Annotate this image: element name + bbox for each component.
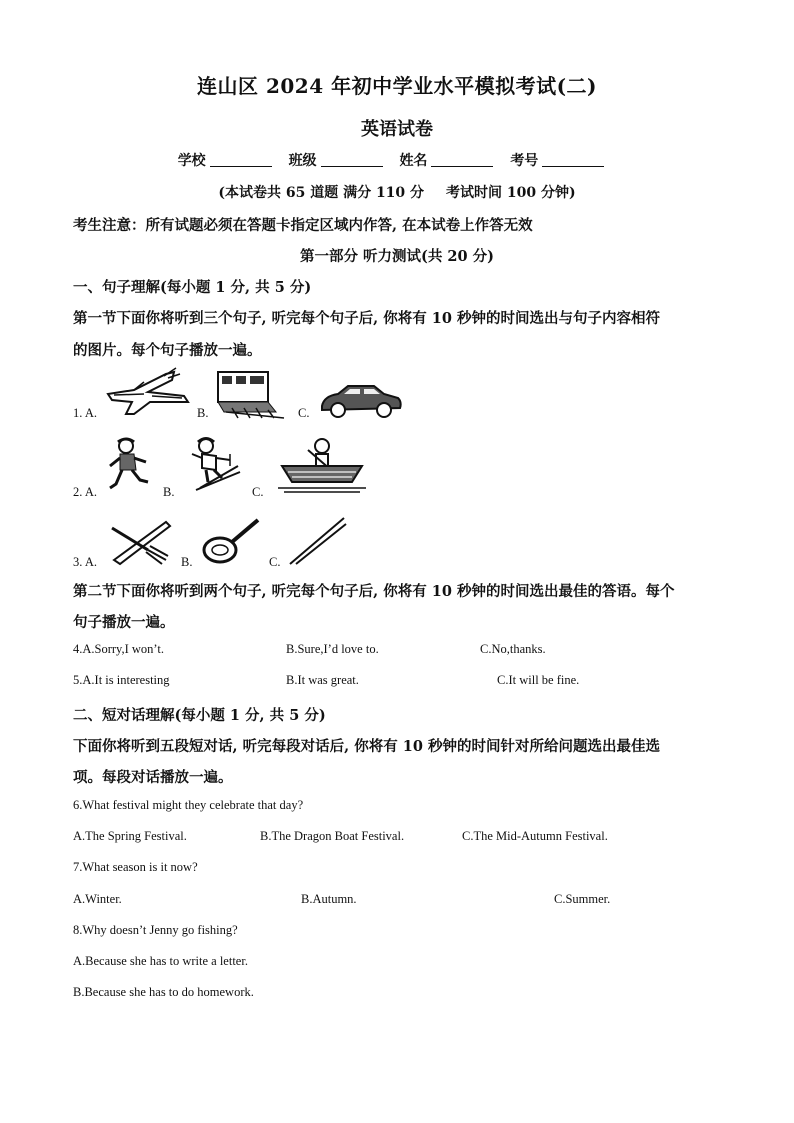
exam-meta-left: (本试卷共 65 道题 满分 110 分 bbox=[218, 185, 425, 201]
exam-number-blank bbox=[542, 152, 604, 167]
section1-part2-instruction-line2: 句子播放一遍。 bbox=[73, 614, 175, 631]
skiing-boy-icon bbox=[186, 436, 244, 496]
q7-option-a: A.Winter. bbox=[73, 892, 122, 906]
q4-option-c: C.No,thanks. bbox=[480, 642, 546, 656]
q7-option-b: B.Autumn. bbox=[301, 892, 357, 906]
exam-meta-right: 考试时间 100 分钟) bbox=[446, 185, 576, 201]
section2-instruction-line1: 下面你将听到五段短对话, 听完每段对话后, 你将有 10 秒钟的时间针对所给问题选出最佳选 bbox=[73, 738, 660, 755]
q6-option-c: C.The Mid-Autumn Festival. bbox=[462, 829, 608, 843]
field-name-label: 姓名 bbox=[399, 153, 428, 169]
q5-option-c: C.It will be fine. bbox=[497, 673, 580, 687]
q1-label-b: B. bbox=[197, 406, 209, 420]
section1-part2-instruction-line1: 第二节下面你将听到两个句子, 听完每个句子后, 你将有 10 秒钟的时间选出最佳的答语。每个 bbox=[73, 583, 675, 600]
airplane-icon bbox=[104, 366, 192, 418]
spoon-icon bbox=[200, 516, 262, 566]
name-blank bbox=[431, 152, 493, 167]
q8-option-a: A.Because she has to write a letter. bbox=[73, 954, 248, 968]
q4-option-b: B.Sure,I’d love to. bbox=[286, 642, 379, 656]
rowing-boat-icon bbox=[278, 436, 366, 496]
car-icon bbox=[318, 380, 404, 420]
section1-instruction-line1: 第一节下面你将听到三个句子, 听完每个句子后, 你将有 10 秒钟的时间选出与句子内容相符 bbox=[73, 310, 660, 327]
chopsticks-icon bbox=[286, 514, 348, 566]
q7-question: 7.What season is it now? bbox=[73, 860, 198, 874]
student-info-row bbox=[0, 150, 794, 170]
section1-title: 一、句子理解(每小题 1 分, 共 5 分) bbox=[73, 279, 312, 296]
q2-label-c: C. bbox=[252, 485, 264, 499]
q7-option-c: C.Summer. bbox=[554, 892, 611, 906]
q1-label-a: 1. A. bbox=[73, 406, 97, 420]
q4-option-a: 4.A.Sorry,I won’t. bbox=[73, 642, 164, 656]
q5-option-a: 5.A.It is interesting bbox=[73, 673, 170, 687]
q8-option-b: B.Because she has to do homework. bbox=[73, 985, 254, 999]
q2-label-a: 2. A. bbox=[73, 485, 97, 499]
school-blank bbox=[210, 152, 272, 167]
running-boy-icon bbox=[104, 436, 154, 496]
section1-instruction-line2: 的图片。每个句子播放一遍。 bbox=[73, 342, 262, 359]
q1-label-c: C. bbox=[298, 406, 310, 420]
q8-question: 8.Why doesn’t Jenny go fishing? bbox=[73, 923, 238, 937]
field-school-label: 学校 bbox=[177, 153, 206, 169]
q3-label-b: B. bbox=[181, 555, 193, 569]
q2-label-b: B. bbox=[163, 485, 175, 499]
q5-option-b: B.It was great. bbox=[286, 673, 359, 687]
exam-subtitle: 英语试卷 bbox=[361, 119, 433, 140]
exam-title: 连山区 2024 年初中学业水平模拟考试(二) bbox=[196, 74, 597, 98]
q6-option-a: A.The Spring Festival. bbox=[73, 829, 187, 843]
exam-meta bbox=[0, 182, 794, 202]
candidate-notice: 考生注意：所有试题必须在答题卡指定区域内作答, 在本试卷上作答无效 bbox=[73, 217, 533, 234]
q6-question: 6.What festival might they celebrate that day? bbox=[73, 798, 304, 812]
q3-label-a: 3. A. bbox=[73, 555, 97, 569]
part1-title: 第一部分 听力测试(共 20 分) bbox=[299, 248, 495, 265]
section2-title: 二、短对话理解(每小题 1 分, 共 5 分) bbox=[73, 707, 326, 724]
knife-fork-icon bbox=[108, 516, 174, 566]
class-blank bbox=[321, 152, 383, 167]
section2-instruction-line2: 项。每段对话播放一遍。 bbox=[73, 769, 233, 786]
q3-label-c: C. bbox=[269, 555, 281, 569]
field-exam-number-label: 考号 bbox=[510, 153, 539, 169]
field-class-label: 班级 bbox=[288, 153, 317, 169]
q6-option-b: B.The Dragon Boat Festival. bbox=[260, 829, 405, 843]
train-icon bbox=[214, 368, 286, 420]
